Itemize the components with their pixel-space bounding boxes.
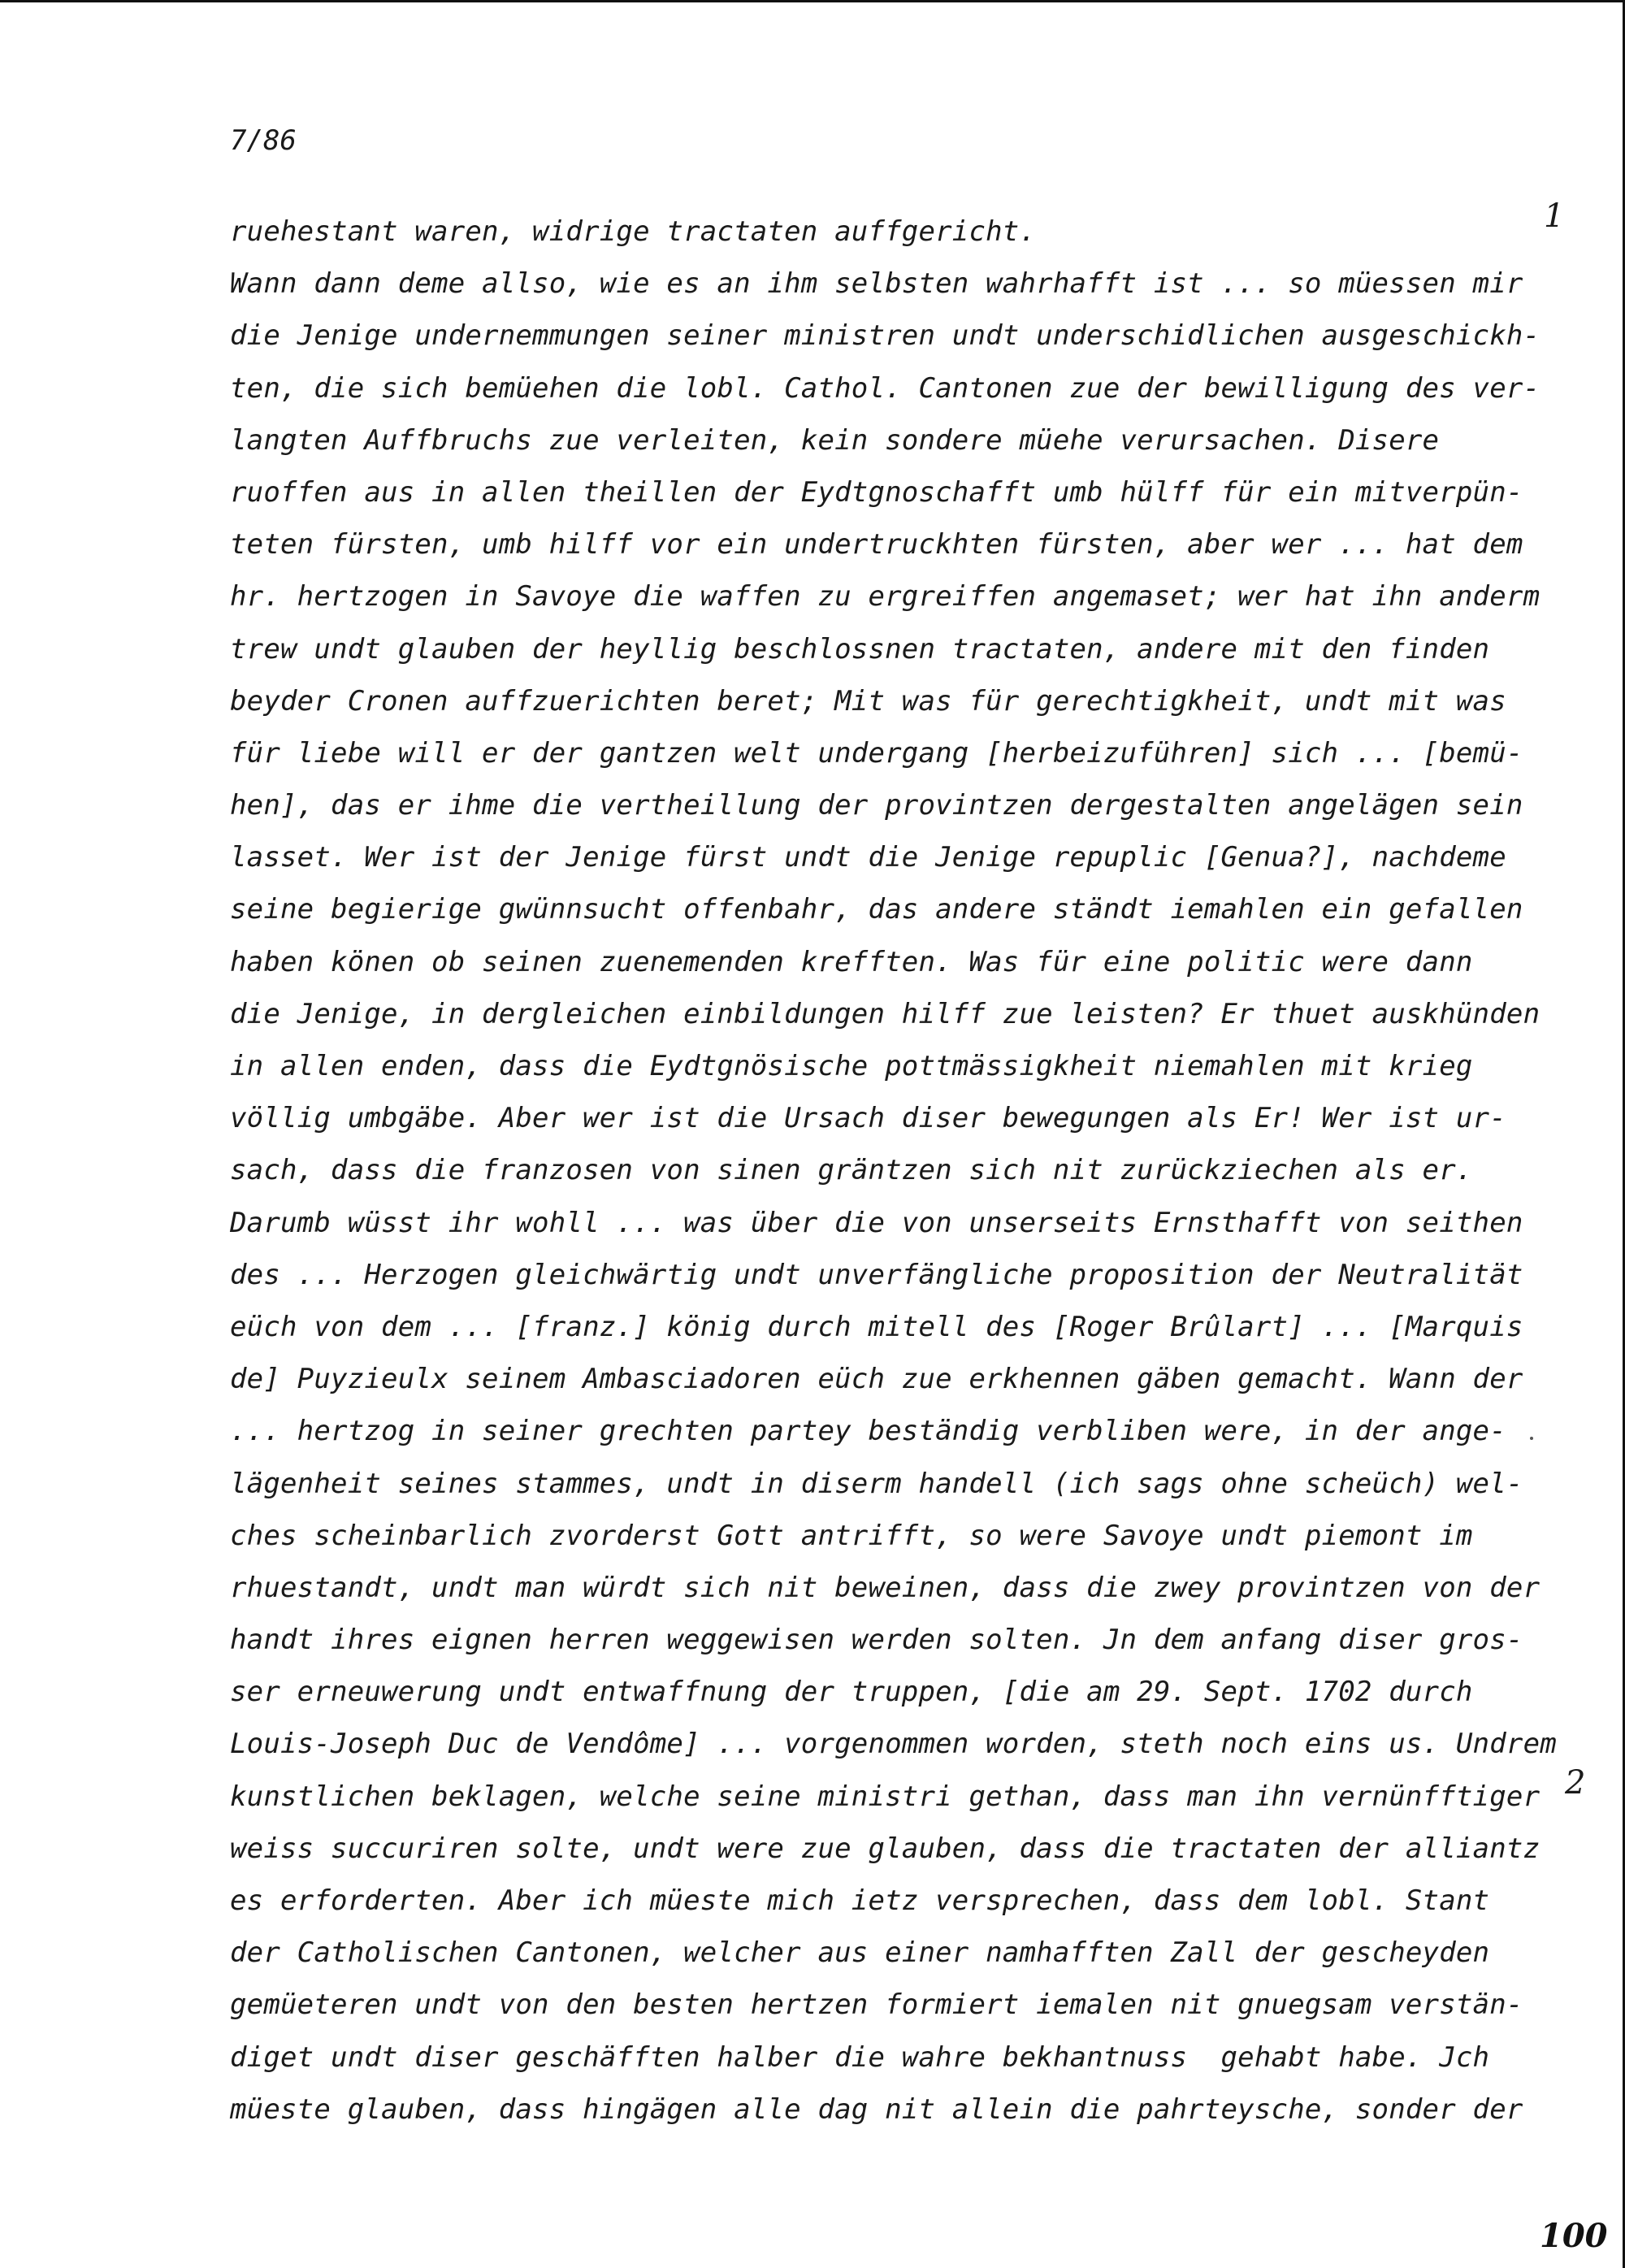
text-line: müeste glauben, dass hingägen alle dag nit allein die pahrteysche, sonder der	[230, 2092, 1523, 2126]
text-line: rhuestandt, undt man würdt sich nit beweinen, dass die zwey provintzen von der	[230, 1571, 1540, 1604]
text-line: die Jenige undernemmungen seiner ministren undt underschidlichen ausgeschickh-	[230, 319, 1540, 353]
text-line: trew undt glauben der heyllig beschlossnen tractaten, andere mit den finden	[230, 632, 1490, 666]
text-line: teten fürsten, umb hilff vor ein undertruckhten fürsten, aber wer ... hat dem	[230, 528, 1523, 562]
text-line: ches scheinbarlich zvorderst Gott antrifft, so were Savoye undt piemont im	[230, 1519, 1473, 1552]
folio-number: 100	[1540, 2217, 1608, 2255]
text-line: gemüeteren undt von den besten hertzen formiert iemalen nit gnuegsam verstän-	[230, 1988, 1523, 2022]
text-line: ser erneuwerung undt entwaffnung der truppen, [die am 29. Sept. 1702 durch	[230, 1676, 1473, 1709]
text-line: sach, dass die franzosen von sinen gräntzen sich nit zurückziechen als er.	[230, 1154, 1473, 1187]
text-line: es erforderten. Aber ich müeste mich ietz versprechen, dass dem lobl. Stant	[230, 1884, 1490, 1917]
text-line: ruehestant waren, widrige tractaten auffgericht.	[230, 215, 1037, 248]
text-line: in allen enden, dass die Eydtgnösische pottmässigkheit niemahlen mit krieg	[230, 1050, 1473, 1082]
text-line: für liebe will er der gantzen welt undergang [herbeizuführen] sich ... [bemü-	[230, 736, 1523, 770]
text-line: weiss succuriren solte, undt were zue glauben, dass die tractaten der alliantz	[230, 1832, 1540, 1865]
text-line: eüch von dem ... [franz.] könig durch mitell des [Roger Brûlart] ... [Marquis	[230, 1310, 1523, 1343]
text-line: beyder Cronen auffzuerichten beret; Mit was für gerechtigkheit, undt mit was	[230, 684, 1506, 718]
text-line: langten Auffbruchs zue verleiten, kein sondere müehe verursachen. Disere	[230, 423, 1440, 457]
text-line: lägenheit seines stammes, undt in diserm handell (ich sags ohne scheüch) wel-	[230, 1467, 1523, 1500]
text-line: völlig umbgäbe. Aber wer ist die Ursach diser bewegungen als Er! Wer ist ur-	[230, 1102, 1506, 1135]
text-line: haben könen ob seinen zuenemenden krefften. Was für eine politic were dann	[230, 945, 1473, 978]
text-line: diget undt diser geschäfften halber die wahre bekhantnuss gehabt habe. Jch	[230, 2040, 1490, 2074]
margin-note-1: 1	[1544, 197, 1565, 235]
margin-note-2: 2	[1565, 1764, 1586, 1802]
text-line: de] Puyzieulx seinem Ambasciadoren eüch zue erkhennen gäben gemacht. Wann der	[230, 1363, 1523, 1396]
text-line: der Catholischen Cantonen, welcher aus einer namhafften Zall der gescheyden	[230, 1936, 1490, 1970]
text-line: handt ihres eignen herren weggewisen werden solten. Jn dem anfang diser gros-	[230, 1624, 1523, 1657]
text-line: hen], das er ihme die vertheillung der provintzen dergestalten angelägen sein	[230, 789, 1523, 822]
text-line: ten, die sich bemüehen die lobl. Cathol. Cantonen zue der bewilligung des ver-	[230, 371, 1540, 405]
text-line: Wann dann deme allso, wie es an ihm selbsten wahrhafft ist ... so müessen mir	[230, 267, 1523, 301]
text-line: Louis-Joseph Duc de Vendôme] ... vorgenommen worden, steth noch eins us. Undrem	[230, 1728, 1557, 1761]
text-line: Darumb wüsst ihr wohll ... was über die von unserseits Ernsthafft von seithen	[230, 1206, 1523, 1239]
text-line: lasset. Wer ist der Jenige fürst undt die Jenige repuplic [Genua?], nachdeme	[230, 841, 1506, 874]
text-line: des ... Herzogen gleichwärtig undt unverfängliche proposition der Neutralität	[230, 1258, 1523, 1291]
scan-speck	[1530, 1437, 1533, 1440]
text-line: ruoffen aus in allen theillen der Eydtgnoschafft umb hülff für ein mitverpün-	[230, 475, 1523, 509]
text-line: die Jenige, in dergleichen einbildungen hilff zue leisten? Er thuet auskhünden	[230, 997, 1540, 1030]
text-line: ... hertzog in seiner grechten partey beständig verbliben were, in der ange-	[230, 1415, 1506, 1448]
text-line: seine begierige gwünnsucht offenbahr, das andere ständt iemahlen ein gefallen	[230, 893, 1523, 926]
text-line: hr. hertzogen in Savoye die waffen zu ergreiffen angemaset; wer hat ihn anderm	[230, 580, 1540, 614]
text-line: kunstlichen beklagen, welche seine ministri gethan, dass man ihn vernünfftiger	[230, 1780, 1540, 1813]
page-number: 7/86	[230, 124, 297, 157]
body-text	[230, 206, 1557, 2136]
